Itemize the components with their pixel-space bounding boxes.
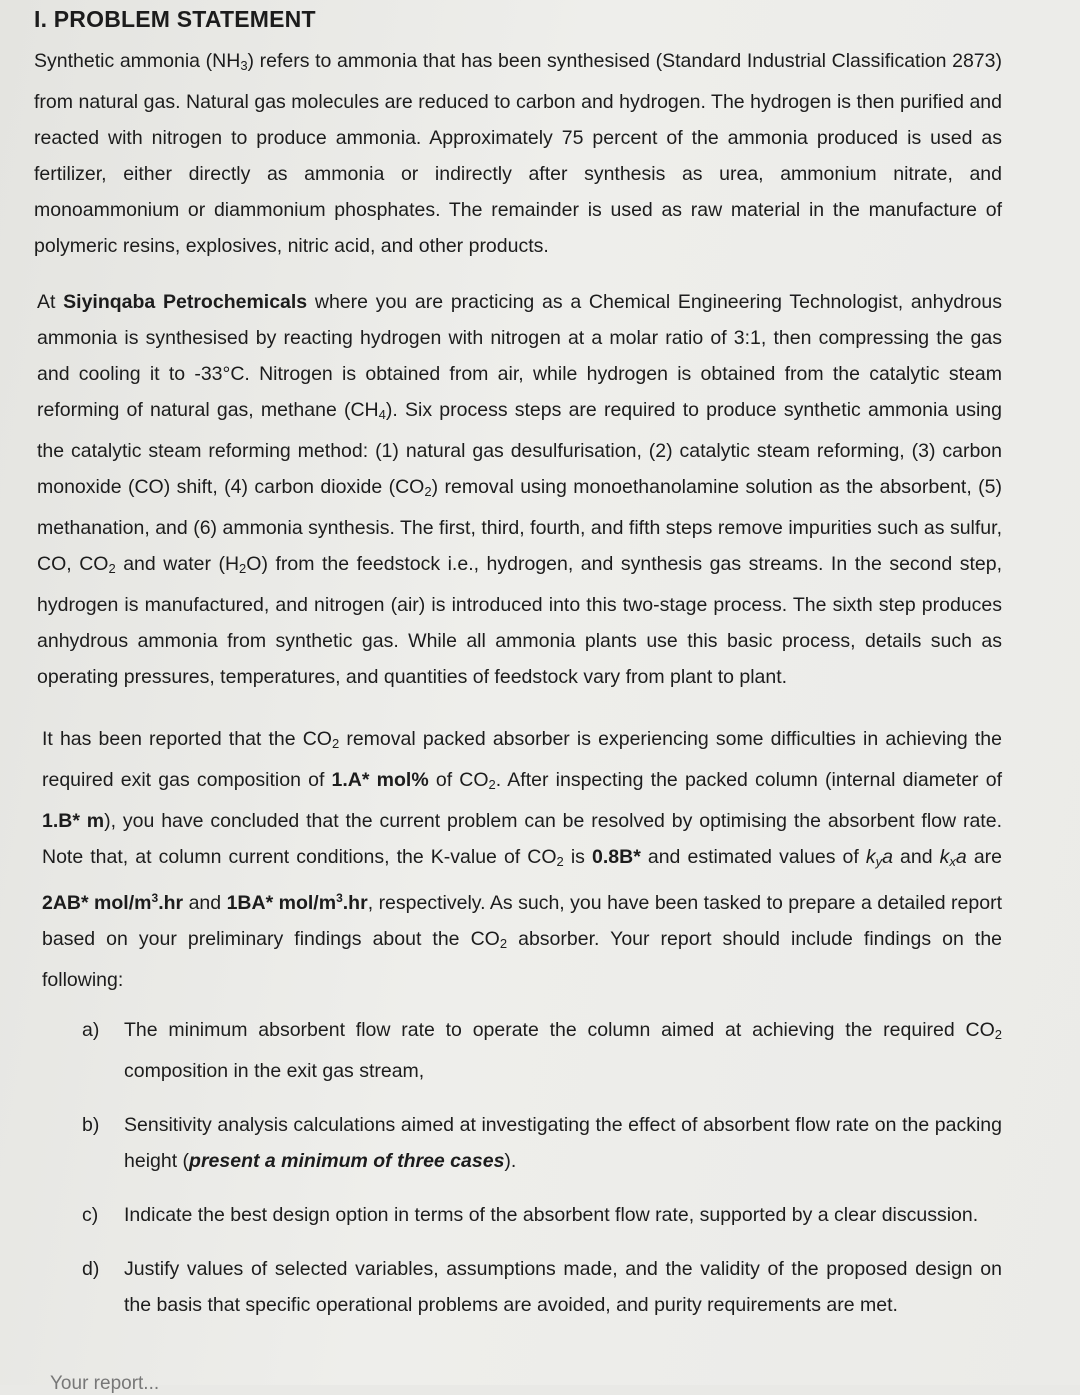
math-symbol: a <box>955 846 967 868</box>
paragraph-task <box>34 715 1002 998</box>
text: .hr <box>158 892 184 914</box>
company-name: Siyinqaba Petrochemicals <box>63 291 308 313</box>
kxa-value <box>227 892 368 914</box>
list-item <box>82 1012 1002 1089</box>
list-marker: b) <box>82 1114 100 1136</box>
text: , respectively. As such, you have been tasked to prepare a detailed report based on your preliminary findings about the CO <box>42 892 1002 950</box>
text: ). <box>504 1150 517 1172</box>
text: composition in the exit gas stream, <box>124 1060 425 1082</box>
math-symbol: a <box>882 846 893 868</box>
text: where you are practicing as a Chemical Engineering Technologist, anhydrous ammonia is synthesised by reacting hydrogen with nitrogen at a molar ratio of 3:1, then compressing the gas and cooling it to -33°C. Nitrogen is obtained from air, while hydrogen is obtained from the catalytic steam reforming of natural gas, methane (CH <box>37 291 1002 421</box>
list-item-text <box>124 1107 1002 1179</box>
list-item-text: Indicate the best design option in terms of the absorbent flow rate, supported by a clear discussion. <box>124 1204 979 1226</box>
text: and estimated values of <box>640 846 866 868</box>
list-item <box>82 1107 1002 1179</box>
superscript: 3 <box>151 891 159 905</box>
subscript: 2 <box>239 561 247 576</box>
text: is <box>563 846 593 868</box>
text: ). Six process steps are required to produce synthetic ammonia using the catalytic steam reforming method: (1) natural gas desulfurisation, (2) catalytic steam reforming, (3) carbon monoxide (CO) shift, (4) carbon dioxide (CO <box>37 399 1002 498</box>
findings-list <box>82 1012 1002 1323</box>
list-marker: c) <box>82 1204 99 1226</box>
subscript: 2 <box>556 854 564 869</box>
subscript: 2 <box>499 936 508 951</box>
math-subscript: x <box>949 854 956 869</box>
text: O) from the feedstock i.e., hydrogen, and synthesis gas streams. In the second step, hydrogen is manufactured, and nitrogen (air) is introduced into this two-stage process. The sixth step produces anhydrous ammonia from synthetic gas. While all ammonia plants use this basic process, details such as operating pressures, temperatures, and quantities of feedstock vary from plant to plant. <box>37 553 1002 688</box>
subscript: 4 <box>378 407 386 422</box>
text: and <box>183 892 227 914</box>
subscript: 3 <box>240 58 248 73</box>
text: Synthetic ammonia (NH <box>34 50 241 72</box>
text: Sensitivity analysis calculations aimed at investigating the effect of absorbent flow rate on the packing height ( <box>124 1114 1002 1172</box>
math-symbol: k <box>939 846 950 868</box>
exit-composition-value: 1.A* mol% <box>331 769 429 791</box>
text: 2AB* mol/m <box>42 892 152 914</box>
text: and <box>892 846 940 868</box>
list-marker: a) <box>82 1019 100 1041</box>
list-item <box>82 1251 1002 1323</box>
footer-fragment: Your report... <box>50 1373 160 1394</box>
emphasis-text: present a minimum of three cases <box>189 1150 505 1172</box>
list-item-text <box>124 1012 1002 1089</box>
list-item <box>82 1197 1002 1233</box>
diameter-value: 1.B* m <box>42 810 105 832</box>
text: of CO <box>428 769 489 791</box>
paragraph-process <box>34 284 1002 695</box>
list-marker: d) <box>82 1258 100 1280</box>
subscript: 2 <box>108 561 116 576</box>
text: and water (H <box>115 553 240 575</box>
superscript: 3 <box>336 891 343 905</box>
text: .hr <box>342 892 368 914</box>
text: absorber. Your report should include findings on the following: <box>42 928 1003 991</box>
math-symbol: k <box>865 846 876 868</box>
text: ), you have concluded that the current problem can be resolved by optimising the absorbent flow rate. Note that, at column current conditions, the K-value of CO <box>42 810 1002 868</box>
text: 1BA* mol/m <box>226 892 337 914</box>
paragraph-intro <box>34 43 1002 264</box>
text: are <box>966 846 1003 868</box>
text: ) removal using monoethanolamine solution as the absorbent, (5) methanation, and (6) ammonia synthesis. The first, third, fourth, and fifth steps remove impurities such as sulfur, CO, CO <box>37 476 1003 575</box>
text: . After inspecting the packed column (internal diameter of <box>495 769 1002 791</box>
text: The minimum absorbent flow rate to operate the column aimed at achieving the required CO <box>124 1019 995 1041</box>
subscript: 2 <box>424 484 432 499</box>
k-value: 0.8B* <box>592 846 641 868</box>
list-item-text: Justify values of selected variables, assumptions made, and the validity of the proposed design on the basis that specific operational problems are avoided, and purity requirements are met. <box>124 1258 1002 1316</box>
math-subscript: y <box>875 854 883 869</box>
text: It has been reported that the CO <box>42 728 332 750</box>
text: ) refers to ammonia that has been synthesised (Standard Industrial Classification 2873) from natural gas. Natural gas molecules are reduced to carbon and hydrogen. The hydrogen is then purified and reacted with nitrogen to produce ammonia. Approximately 75 percent of the ammonia produced is used as fertilizer, either directly as ammonia or indirectly after synthesis as urea, ammonium nitrate, and monoammonium or diammonium phosphates. The remainder is used as raw material in the manufacture of polymeric resins, explosives, nitric acid, and other products. <box>34 50 1002 257</box>
subscript: 2 <box>488 777 496 792</box>
subscript: 2 <box>994 1027 1002 1042</box>
kya-value <box>42 892 183 914</box>
text: removal packed absorber is experiencing some difficulties in achieving the required exit gas composition of <box>42 728 1002 791</box>
subscript: 2 <box>331 736 340 751</box>
section-title: I. PROBLEM STATEMENT <box>34 6 316 32</box>
text: At <box>37 291 64 313</box>
